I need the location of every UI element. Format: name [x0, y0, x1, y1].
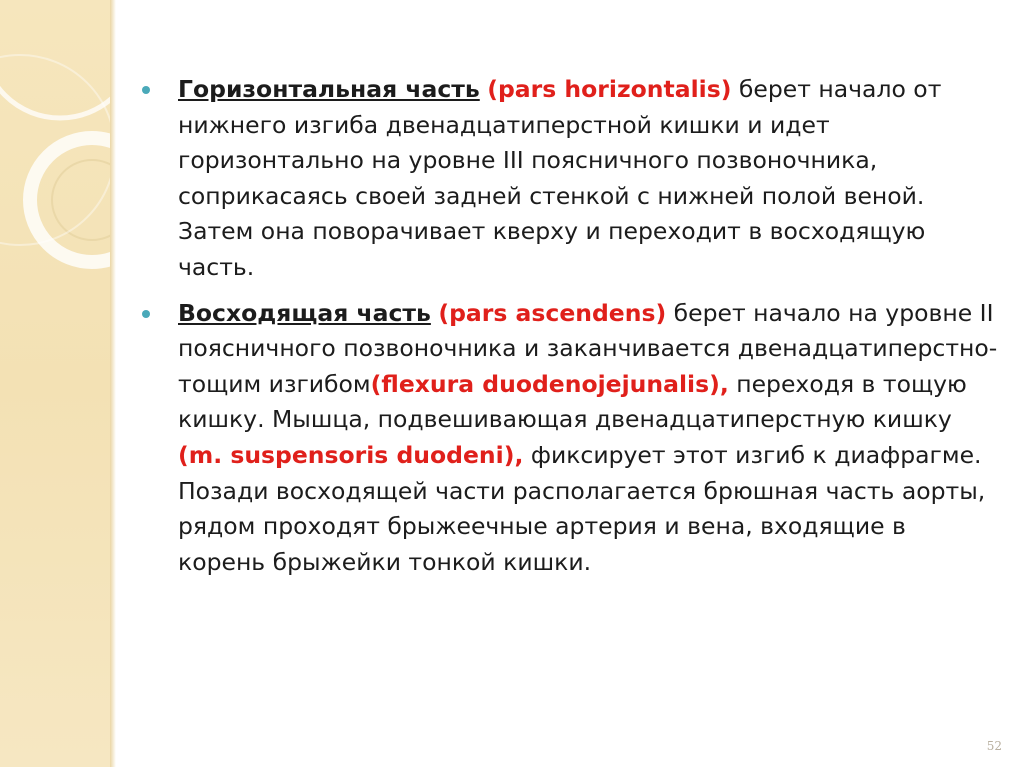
latin-pars-ascendens: (pars ascendens) — [438, 298, 667, 327]
latin-pars-horizontalis: (pars horizontalis) — [487, 75, 732, 103]
latin-flexura-duodenojejunalis: (flexura duodenojejunalis), — [370, 369, 729, 398]
side-panel-edge — [110, 0, 116, 767]
bullet-dot-icon — [142, 310, 150, 318]
bullet-dot-icon — [142, 86, 150, 94]
page-number: 52 — [986, 739, 1002, 753]
bullet-text: берет начало на уровне II поясничного позвоночника и заканчивается двенадцатиперстно-тощим изгибом — [178, 298, 998, 398]
bullet-text: берет начало от нижнего изгиба двенадцатиперстной кишки и идет горизонтально на уровне III поясничного позвоночника, соприкасаясь своей задней стенкой с нижней полой веной. Затем она поворачивает кверху и переходит в восходящую часть. — [178, 75, 942, 281]
bullet-horizontal-part — [140, 72, 1000, 286]
term-ascending-part: Восходящая часть — [178, 298, 431, 327]
bullet-text: переходя в тощую кишку. Мышца, подвешивающая двенадцатиперстную кишку — [178, 369, 967, 434]
latin-m-suspensoris-duodeni: (m. suspensoris duodeni), — [178, 440, 524, 469]
decorative-rings — [0, 0, 110, 767]
decorative-side-panel — [0, 0, 110, 767]
bullet-ascending-part — [140, 296, 1000, 581]
bullet-text: фиксирует этот изгиб к диафрагме. Позади восходящей части располагается брюшная часть аорты, рядом проходят брыжеечные артерия и вена, входящие в корень брыжейки тонкой кишки. — [178, 440, 986, 576]
term-horizontal-part: Горизонтальная часть — [178, 75, 480, 103]
slide-content — [140, 72, 1000, 590]
